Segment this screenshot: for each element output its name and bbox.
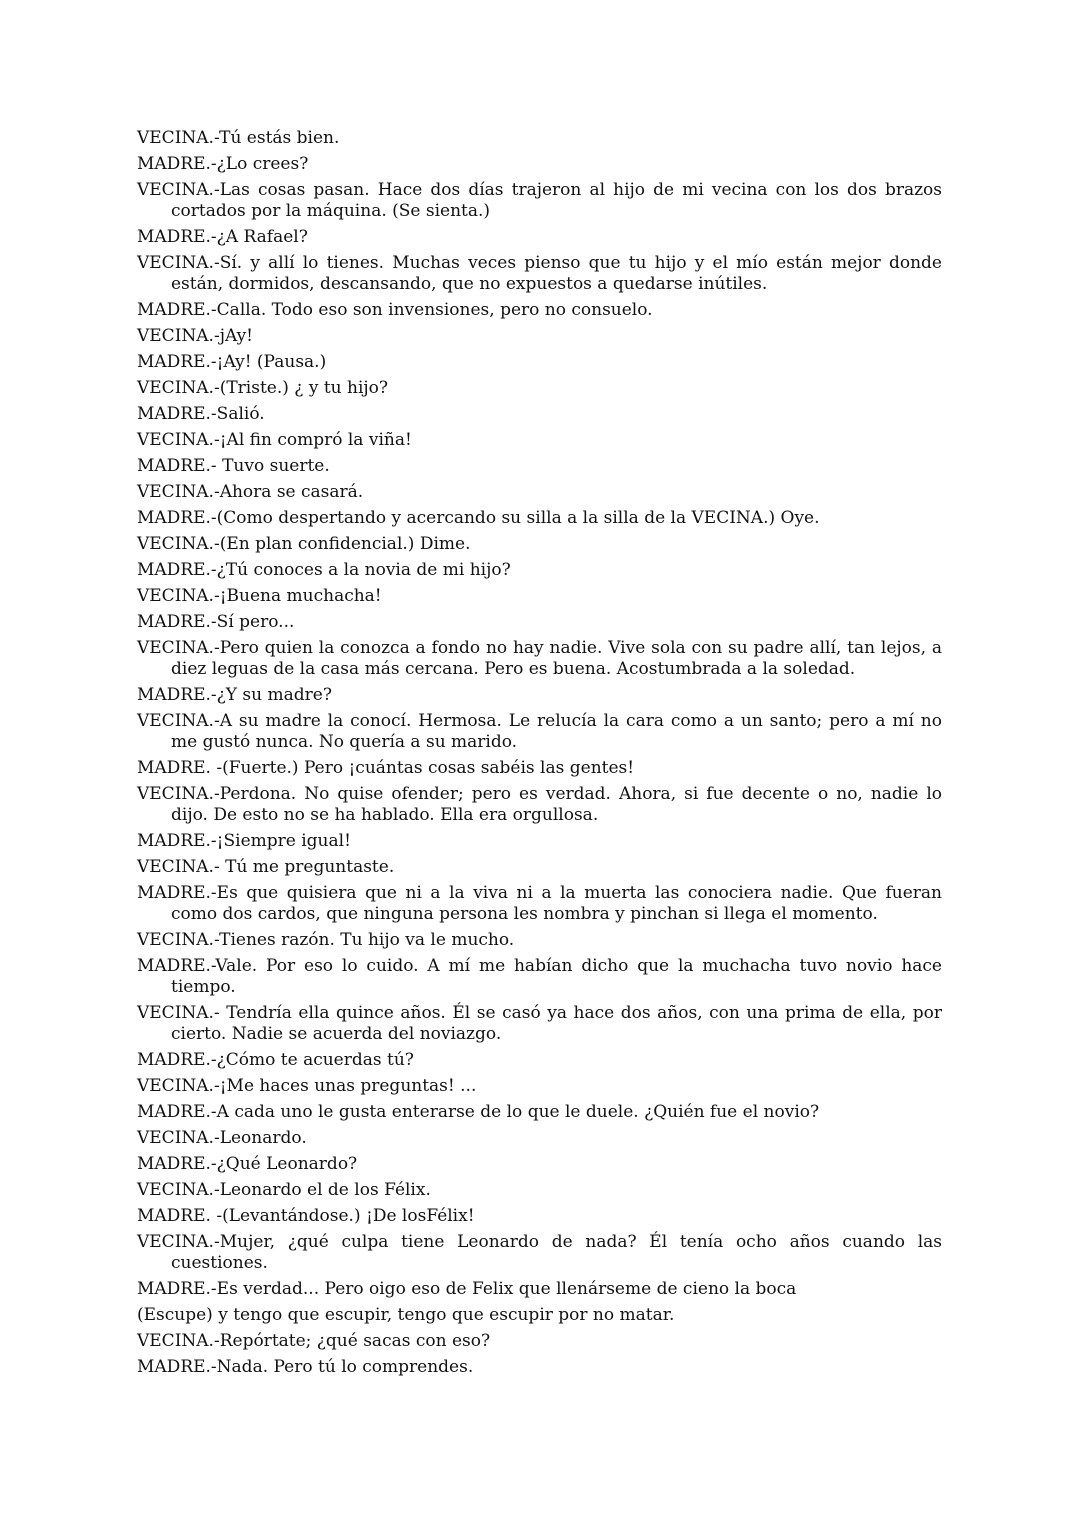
dialogue-line: MADRE.-¿Lo crees?: [137, 154, 309, 174]
dialogue-line: VECINA.-Mujer, ¿qué culpa tiene Leonardo de nada? Él tenía ocho años cuando las cuestiones.: [137, 1232, 942, 1273]
dialogue-line: VECINA.-jAy!: [137, 326, 254, 346]
dialogue-line: (Escupe) y tengo que escupir, tengo que escupir por no matar.: [137, 1305, 675, 1325]
script-page: [137, 128, 942, 1383]
dialogue-line: MADRE.-¿Tú conoces a la novia de mi hijo?: [137, 560, 511, 580]
dialogue-line: VECINA.-Tú estás bien.: [137, 128, 340, 148]
dialogue-line: MADRE.-Nada. Pero tú lo comprendes.: [137, 1357, 474, 1377]
dialogue-line: VECINA.-(En plan confidencial.) Dime.: [137, 534, 471, 554]
dialogue-line: VECINA.-Pero quien la conozca a fondo no hay nadie. Vive sola con su padre allí, tan lejos, a diez leguas de la casa más cercana. Pero es buena. Acostumbrada a la soledad.: [137, 638, 942, 679]
dialogue-line: MADRE. -(Fuerte.) Pero ¡cuántas cosas sabéis las gentes!: [137, 758, 635, 778]
dialogue-line: VECINA.-¡Al fin compró la viña!: [137, 430, 412, 450]
dialogue-line: MADRE.-¿Y su madre?: [137, 685, 332, 705]
dialogue-line: MADRE.- Tuvo suerte.: [137, 456, 330, 476]
dialogue-line: VECINA.- Tú me preguntaste.: [137, 857, 395, 877]
dialogue-line: VECINA.-Las cosas pasan. Hace dos días trajeron al hijo de mi vecina con los dos brazos cortados por la máquina. (Se sienta.): [137, 180, 942, 221]
dialogue-line: VECINA.-Repórtate; ¿qué sacas con eso?: [137, 1331, 491, 1351]
dialogue-line: MADRE.-(Como despertando y acercando su silla a la silla de la VECINA.) Oye.: [137, 508, 820, 528]
dialogue-line: VECINA.-Tienes razón. Tu hijo va le mucho.: [137, 930, 515, 950]
dialogue-line: MADRE.-Es que quisiera que ni a la viva ni a la muerta las conociera nadie. Que fueran como dos cardos, que ninguna persona les nombra y pinchan si llega el momento.: [137, 883, 942, 924]
dialogue-line: MADRE.-Vale. Por eso lo cuido. A mí me habían dicho que la muchacha tuvo novio hace tiempo.: [137, 956, 942, 997]
dialogue-line: MADRE.-Calla. Todo eso son invensiones, pero no consuelo.: [137, 300, 653, 320]
dialogue-line: MADRE.-Salió.: [137, 404, 265, 424]
dialogue-line: VECINA.-¡Buena muchacha!: [137, 586, 382, 606]
dialogue-line: MADRE.-A cada uno le gusta enterarse de lo que le duele. ¿Quién fue el novio?: [137, 1102, 820, 1122]
dialogue-line: VECINA.-(Triste.) ¿ y tu hijo?: [137, 378, 389, 398]
dialogue-line: VECINA.-Leonardo el de los Félix.: [137, 1180, 431, 1200]
dialogue-line: VECINA.-Ahora se casará.: [137, 482, 364, 502]
dialogue-line: MADRE.-¿A Rafael?: [137, 227, 308, 247]
dialogue-line: VECINA.-A su madre la conocí. Hermosa. Le relucía la cara como a un santo; pero a mí no me gustó nunca. No quería a su marido.: [137, 711, 942, 752]
dialogue-line: MADRE.-¡Siempre igual!: [137, 831, 351, 851]
dialogue-line: MADRE. -(Levantándose.) ¡De losFélix!: [137, 1206, 475, 1226]
dialogue-line: VECINA.-¡Me haces unas preguntas! ...: [137, 1076, 477, 1096]
dialogue-line: MADRE.-Es verdad... Pero oigo eso de Felix que llenárseme de cieno la boca: [137, 1279, 797, 1299]
dialogue-line: VECINA.-Perdona. No quise ofender; pero es verdad. Ahora, si fue decente o no, nadie lo dijo. De esto no se ha hablado. Ella era orgullosa.: [137, 784, 942, 825]
dialogue-line: VECINA.- Tendría ella quince años. Él se casó ya hace dos años, con una prima de ella, por cierto. Nadie se acuerda del noviazgo.: [137, 1003, 942, 1044]
dialogue-line: MADRE.-¿Qué Leonardo?: [137, 1154, 358, 1174]
dialogue-line: MADRE.-¿Cómo te acuerdas tú?: [137, 1050, 414, 1070]
dialogue-line: MADRE.-Sí pero...: [137, 612, 295, 632]
dialogue-line: MADRE.-¡Ay! (Pausa.): [137, 352, 327, 372]
dialogue-line: VECINA.-Leonardo.: [137, 1128, 307, 1148]
dialogue-line: VECINA.-Sí. y allí lo tienes. Muchas veces pienso que tu hijo y el mío están mejor donde están, dormidos, descansando, que no expuestos a quedarse inútiles.: [137, 253, 942, 294]
